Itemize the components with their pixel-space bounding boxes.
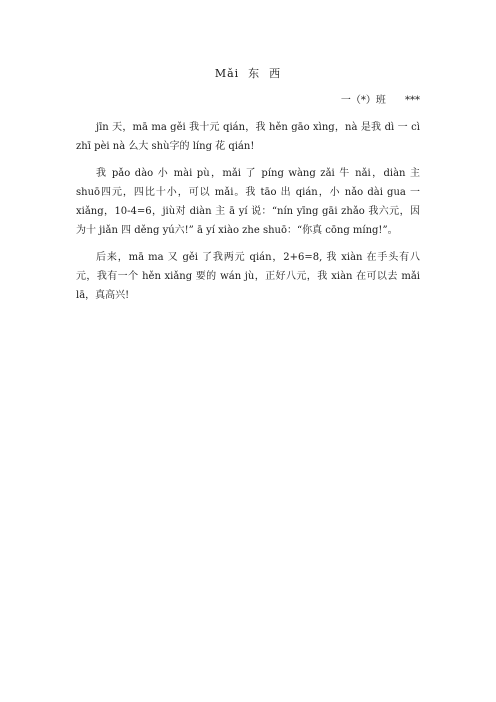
document-body [76, 118, 420, 313]
paragraph: jīn 天，mā ma gěi 我十元 qián，我 hěn gāo xìng，nà 是我 dì 一 cì zhī pèi nà 么大 shù字的 líng 花 qián! [76, 122, 420, 152]
paragraph: 我 pǎo dào 小 mài pù，mǎi 了 píng wàng zǎi 牛 nǎi，diàn 主 shuō四元，四比十小，可以 mǎi。我 tāo 出 qián，小 nǎo dài gua 一 xiǎng，10-4=6，jiù对 diàn 主 ā yí 说：“nín yīng gāi zhǎo 我六元，因为十 jiǎn 四 děng yú六!” ā yí xiào zhe shuō：“你真 cōng míng!”。 [76, 168, 420, 236]
paragraph: 后来，mā ma 又 gěi 了我两元 qián，2+6=8, 我 xiàn 在手头有八元，我有一个 hěn xiǎng 要的 wán jù，正好八元，我 xiàn 在可以去 mǎi lā，真高兴! [76, 252, 420, 301]
document-title: Mǎi 东 西 [214, 67, 282, 80]
class-byline: 一（*）班 *** [340, 95, 420, 106]
